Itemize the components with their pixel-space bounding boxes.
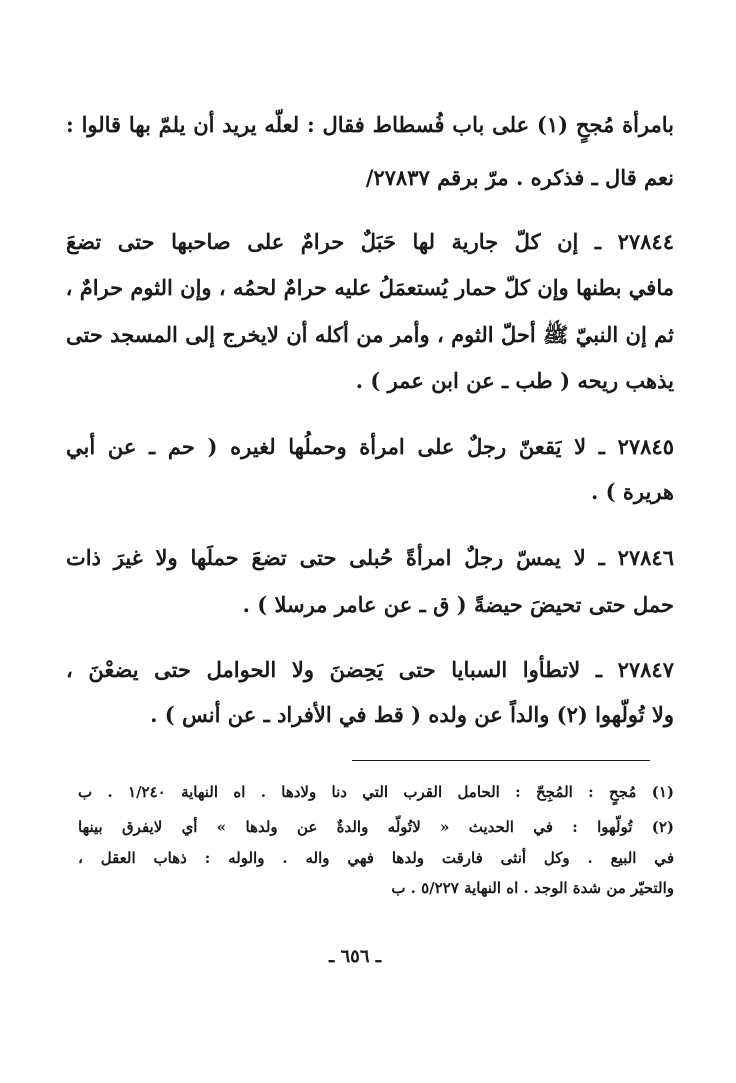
footnote-2-line: والتحيّر من شدة الوجد . اه النهاية ٥/٢٢٧ . ب	[391, 879, 674, 897]
footnote-2-line: (٢) تُولّهوا : في الحديث « لاتُولّه والدةٌ عن ولدها » أي لايفرق بينها	[78, 818, 674, 836]
hadith-27846-line: ٢٧٨٤٦ ـ لا يمسّ رجلٌ امرأةً حُبلى حتى تضعَ حملَها ولا غيرَ ذات	[66, 545, 674, 570]
hadith-27847-line: ٢٧٨٤٧ ـ لاتطأوا السبايا حتى يَحِضنَ ولا الحوامل حتى يضعْنَ ،	[66, 657, 674, 682]
hadith-27844-line: ٢٧٨٤٤ ـ إن كلّ جارية لها حَبَلٌ حرامٌ على صاحبها حتى تضعَ	[66, 229, 674, 254]
text-line: نعم قال ـ فذكره . مرّ برقم ٢٧٨٣٧/	[365, 165, 674, 190]
footnote-divider	[352, 760, 650, 761]
footnote-1: (١) مُجحٍ : المُجِحّ : الحامل القرب التي دنا ولادها . اه النهاية ١/٢٤٠ . ب	[78, 783, 674, 801]
hadith-27844-line: مافي بطنها وإن كلّ حمار يُستعمَلُ عليه حرامٌ لحمُه ، وإن الثوم حرامٌ ،	[65, 275, 674, 300]
hadith-27847-line: ولا تُولّهوا (٢) والداً عن ولده ( قط في الأفراد ـ عن أنس ) .	[150, 702, 674, 727]
footnote-2-line: في البيع . وكل أنثى فارقت ولدها فهي واله . والوله : ذهاب العقل ،	[78, 849, 674, 867]
hadith-27844-line: يذهب ريحه ( طب ـ عن ابن عمر ) .	[355, 368, 674, 393]
page-number: ـ ٦٥٦ ـ	[328, 946, 382, 967]
text-line: بامرأة مُجحٍ (١) على باب فُسطاط فقال : لعلّه يريد أن يلمّ بها قالوا :	[66, 112, 674, 137]
hadith-27845-line: هريرة ) .	[591, 479, 674, 504]
hadith-27846-line: حمل حتى تحيضَ حيضةً ( ق ـ عن عامر مرسلا ) .	[242, 592, 674, 617]
hadith-27844-line: ثم إن النبيّ ﷺ أحلّ الثوم ، وأمر من أكله أن لايخرج إلى المسجد حتى	[66, 322, 674, 347]
hadith-27845-line: ٢٧٨٤٥ ـ لا يَقعنّ رجلٌ على امرأة وحملُها لغيره ( حم ـ عن أبي	[66, 434, 674, 459]
